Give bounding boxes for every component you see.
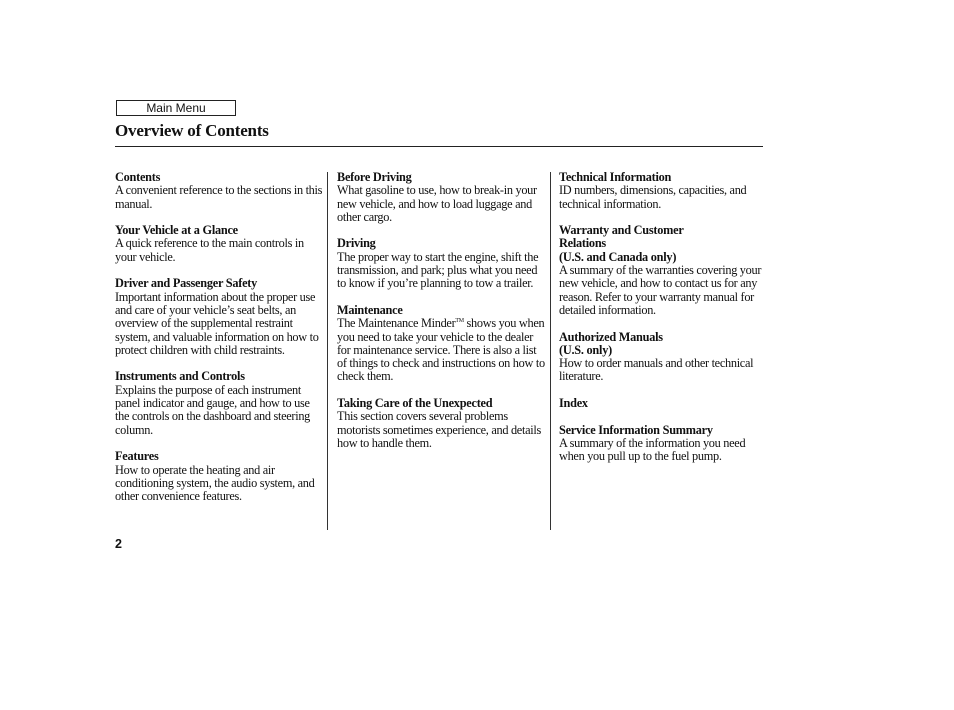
- section-features: [115, 450, 325, 503]
- section-title[interactable]: Warranty and Customer Relations (U.S. and Canada only): [559, 223, 684, 264]
- contents-column-2: [337, 171, 545, 464]
- section-title[interactable]: Driving: [337, 236, 376, 251]
- section-title[interactable]: Index: [559, 396, 588, 411]
- section-technical-information: [559, 171, 763, 211]
- section-description: Important information about the proper use and care of your vehicle’s seat belts, an overview of the supplemental restraint system, and valuable information on how to protect children with child restraints.: [115, 289, 319, 357]
- section-contents: [115, 171, 325, 211]
- section-driver-and-passenger-safety: [115, 277, 325, 357]
- section-description: A summary of the information you need when you pull up to the fuel pump.: [559, 435, 746, 464]
- section-title[interactable]: Taking Care of the Unexpected: [337, 396, 493, 411]
- trademark-symbol: TM: [455, 318, 464, 325]
- page-title: Overview of Contents: [115, 121, 269, 140]
- section-taking-care-of-the-unexpected: [337, 397, 545, 450]
- section-title[interactable]: Before Driving: [337, 170, 412, 184]
- section-instruments-and-controls: [115, 370, 325, 436]
- section-description: The proper way to start the engine, shift the transmission, and park; plus what you need to know if you’re planning to tow a trailer.: [337, 249, 539, 291]
- section-description: A summary of the warranties covering your new vehicle, and how to contact us for any reason. Refer to your warranty manual for detailed information.: [559, 263, 762, 317]
- section-before-driving: [337, 171, 545, 224]
- page-number: 2: [115, 537, 122, 551]
- section-description: How to operate the heating and air conditioning system, the audio system, and other convenience features.: [115, 462, 315, 504]
- section-title[interactable]: Technical Information: [559, 170, 672, 184]
- main-menu-button[interactable]: Main Menu: [116, 100, 236, 116]
- section-title[interactable]: Contents: [115, 170, 161, 184]
- section-driving: [337, 237, 545, 290]
- description-text: shows you when you need to take your vehicle to the dealer for maintenance service. There is also a list of things to check and instructions on how to check them.: [337, 316, 545, 384]
- section-description: What gasoline to use, how to break-in your new vehicle, and how to load luggage and other cargo.: [337, 183, 537, 224]
- section-authorized-manuals: [559, 331, 763, 384]
- section-description: How to order manuals and other technical literature.: [559, 356, 754, 384]
- section-description: This section covers several problems motorists sometimes experience, and details how to handle them.: [337, 409, 541, 450]
- section-title[interactable]: Instruments and Controls: [115, 369, 245, 384]
- section-description: A quick reference to the main controls in your vehicle.: [115, 236, 304, 264]
- section-maintenance: [337, 304, 545, 384]
- section-title[interactable]: Driver and Passenger Safety: [115, 276, 258, 291]
- section-description: [337, 317, 545, 383]
- section-description: A convenient reference to the sections in this manual.: [115, 183, 323, 211]
- column-divider: [550, 172, 551, 530]
- contents-column-3: [559, 171, 763, 477]
- section-index: [559, 397, 763, 410]
- section-title[interactable]: Service Information Summary: [559, 422, 713, 437]
- section-warranty-and-customer-relations: [559, 224, 763, 317]
- section-title[interactable]: Maintenance: [337, 302, 403, 317]
- section-description: ID numbers, dimensions, capacities, and technical information.: [559, 183, 747, 211]
- section-title[interactable]: Your Vehicle at a Glance: [115, 223, 238, 238]
- contents-column-1: [115, 171, 325, 517]
- description-text: The Maintenance Minder: [337, 316, 456, 331]
- column-divider: [327, 172, 328, 530]
- section-your-vehicle-at-a-glance: [115, 224, 325, 264]
- section-title[interactable]: Authorized Manuals (U.S. only): [559, 329, 663, 357]
- section-service-information-summary: [559, 424, 763, 464]
- section-title[interactable]: Features: [115, 449, 159, 464]
- section-description: Explains the purpose of each instrument panel indicator and gauge, and how to use the controls on the dashboard and steering column.: [115, 382, 311, 437]
- title-divider: [115, 146, 763, 147]
